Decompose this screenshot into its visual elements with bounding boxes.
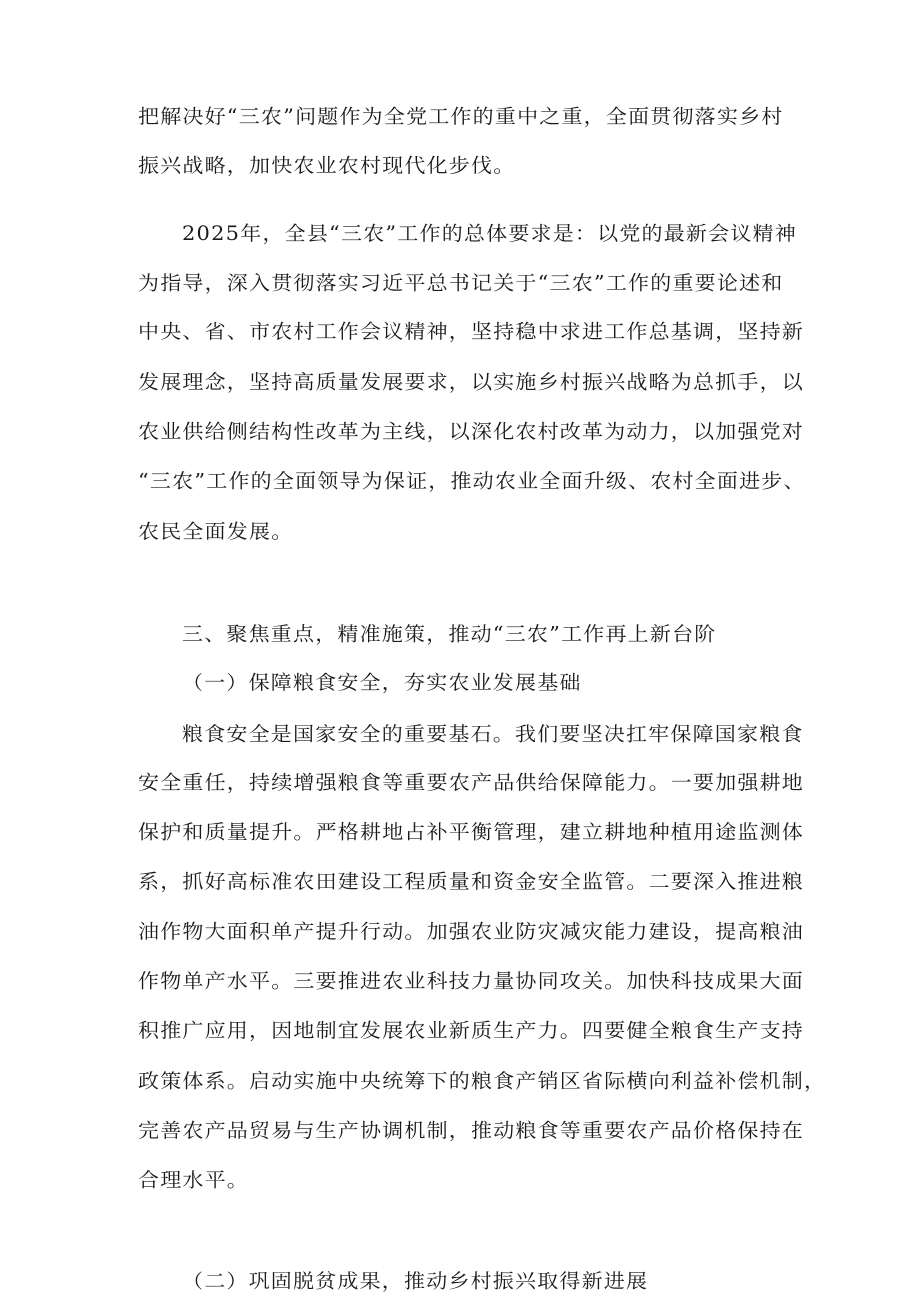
paragraph-line: 为指导，深入贯彻落实习近平总书记关于“三农”工作的重要论述和 [138, 272, 784, 295]
paragraph-line: 发展理念，坚持高质量发展要求，以实施乡村振兴战略为总抓手，以 [138, 371, 804, 394]
paragraph-line: “三农”工作的全面领导为保证，推动农业全面升级、农村全面进步、 [138, 470, 806, 492]
paragraph-line: 保护和质量提升。严格耕地占补平衡管理，建立耕地种植用途监测体 [138, 820, 804, 843]
paragraph-line: 振兴战略，加快农业农村现代化步伐。 [138, 154, 516, 177]
paragraph-line: 作物单产水平。三要推进农业科技力量协同攻关。加快科技成果大面 [138, 970, 804, 993]
paragraph-line: 安全重任，持续增强粮食等重要农产品供给保障能力。一要加强耕地 [138, 771, 804, 794]
paragraph-line: 农民全面发展。 [138, 520, 294, 543]
paragraph-line: 油作物大面积单产提升行动。加强农业防灾减灾能力建设，提高粮油 [138, 920, 804, 943]
paragraph-line: 合理水平。 [138, 1169, 249, 1192]
paragraph-line: 粮食安全是国家安全的重要基石。我们要坚决扛牢保障国家粮食 [182, 722, 804, 745]
paragraph-line: 积推广应用，因地制宜发展农业新质生产力。四要健全粮食生产支持 [138, 1019, 804, 1042]
paragraph-line: 政策体系。启动实施中央统筹下的粮食产销区省际横向利益补偿机制， [138, 1070, 827, 1093]
paragraph-line: 2025年，全县“三农”工作的总体要求是：以党的最新会议精神 [182, 222, 797, 245]
paragraph-line: 中央、省、市农村工作会议精神，坚持稳中求进工作总基调，坚持新 [138, 320, 804, 343]
subsection-heading: （二）巩固脱贫成果，推动乡村振兴取得新进展 [182, 1269, 649, 1292]
subsection-heading: （一）保障粮食安全，夯实农业发展基础 [182, 671, 582, 694]
section-heading: 三、聚焦重点，精准施策，推动“三农”工作再上新台阶 [182, 623, 717, 646]
paragraph-line: 农业供给侧结构性改革为主线，以深化农村改革为动力，以加强党对 [138, 420, 804, 443]
paragraph-line: 系，抓好高标准农田建设工程质量和资金安全监管。二要深入推进粮 [138, 870, 804, 893]
paragraph-line: 把解决好“三农”问题作为全党工作的重中之重，全面贯彻落实乡村 [138, 105, 784, 128]
paragraph-line: 完善农产品贸易与生产协调机制，推动粮食等重要农产品价格保持在 [138, 1119, 804, 1142]
